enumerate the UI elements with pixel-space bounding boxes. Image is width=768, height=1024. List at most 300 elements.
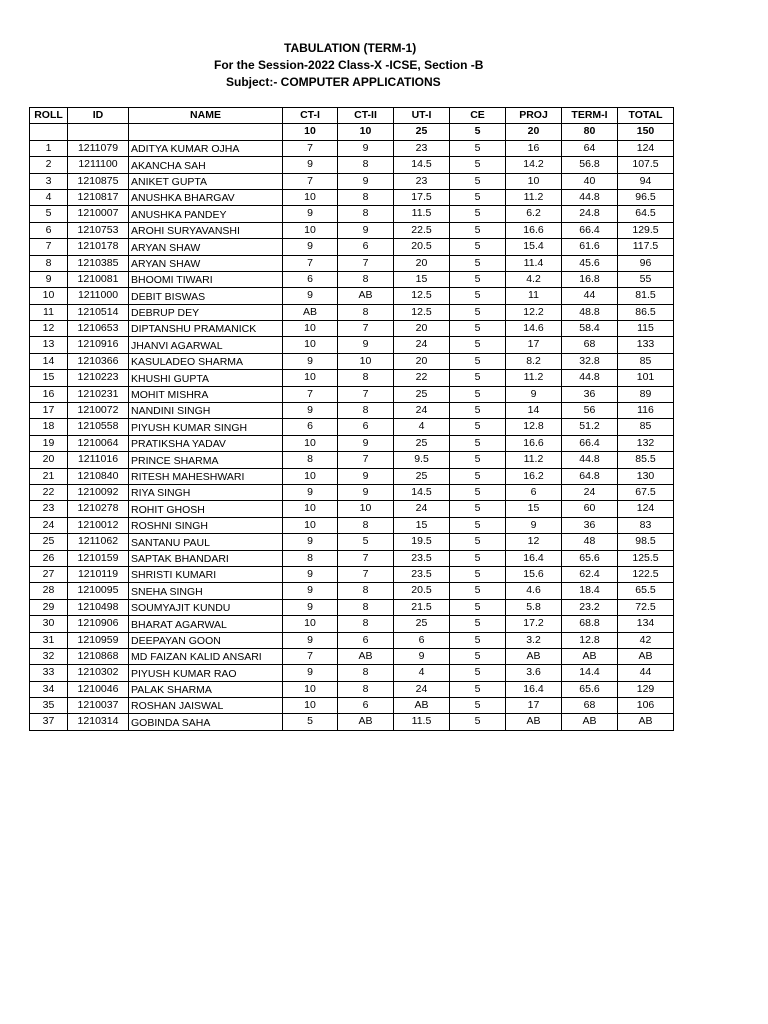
proj-cell: 9 <box>506 517 562 533</box>
term1-cell: 14.4 <box>562 665 618 681</box>
term1-cell: 66.4 <box>562 435 618 451</box>
roll-cell: 12 <box>30 321 68 337</box>
table-row <box>30 550 674 566</box>
ce-cell: 5 <box>450 157 506 173</box>
ct2-cell: 7 <box>338 452 394 468</box>
ct1-cell: 9 <box>283 534 338 550</box>
ct2-cell: 8 <box>338 665 394 681</box>
table-row <box>30 599 674 615</box>
name-cell: NANDINI SINGH <box>129 403 283 419</box>
id-cell: 1210840 <box>68 468 129 484</box>
proj-cell: 15.6 <box>506 566 562 582</box>
ct2-cell: 8 <box>338 403 394 419</box>
name-cell: KASULADEO SHARMA <box>129 353 283 369</box>
ct2-cell: 9 <box>338 337 394 353</box>
ct1-cell: 10 <box>283 468 338 484</box>
name-cell: ANIKET GUPTA <box>129 173 283 189</box>
roll-cell: 4 <box>30 189 68 205</box>
ce-cell: 5 <box>450 681 506 697</box>
table-row <box>30 714 674 730</box>
id-cell: 1210558 <box>68 419 129 435</box>
proj-cell: 11.2 <box>506 370 562 386</box>
max-cell: 25 <box>394 124 450 140</box>
ce-cell: 5 <box>450 616 506 632</box>
proj-cell: 16.4 <box>506 550 562 566</box>
ut1-cell: 11.5 <box>394 206 450 222</box>
roll-cell: 20 <box>30 452 68 468</box>
roll-cell: 33 <box>30 665 68 681</box>
table-row <box>30 517 674 533</box>
term1-cell: 44.8 <box>562 370 618 386</box>
ct1-cell: 9 <box>283 206 338 222</box>
name-cell: PRATIKSHA YADAV <box>129 435 283 451</box>
ct1-cell: 5 <box>283 714 338 730</box>
ct2-cell: 9 <box>338 484 394 500</box>
max-cell: 20 <box>506 124 562 140</box>
term1-cell: 45.6 <box>562 255 618 271</box>
ce-cell: 5 <box>450 452 506 468</box>
ce-cell: 5 <box>450 698 506 714</box>
term1-cell: 51.2 <box>562 419 618 435</box>
id-cell: 1210037 <box>68 698 129 714</box>
table-row <box>30 501 674 517</box>
id-cell: 1210653 <box>68 321 129 337</box>
total-cell: 133 <box>618 337 674 353</box>
term1-cell: 36 <box>562 386 618 402</box>
term1-cell: 68 <box>562 698 618 714</box>
ct2-cell: 9 <box>338 173 394 189</box>
total-cell: 83 <box>618 517 674 533</box>
roll-cell: 19 <box>30 435 68 451</box>
ce-cell: 5 <box>450 222 506 238</box>
name-cell: KHUSHI GUPTA <box>129 370 283 386</box>
id-cell: 1210868 <box>68 648 129 664</box>
ut1-cell: 4 <box>394 419 450 435</box>
student-rows <box>30 140 674 730</box>
ct1-cell: 9 <box>283 599 338 615</box>
ce-cell: 5 <box>450 321 506 337</box>
table-row <box>30 288 674 304</box>
table-row <box>30 206 674 222</box>
proj-cell: 3.2 <box>506 632 562 648</box>
id-cell: 1210916 <box>68 337 129 353</box>
ut1-cell: 14.5 <box>394 157 450 173</box>
ut1-cell: 23 <box>394 140 450 156</box>
id-cell: 1210092 <box>68 484 129 500</box>
proj-cell: 17 <box>506 337 562 353</box>
total-cell: AB <box>618 714 674 730</box>
term1-cell: 24.8 <box>562 206 618 222</box>
ut1-cell: 20 <box>394 321 450 337</box>
max-marks-row <box>30 124 674 140</box>
total-cell: 85 <box>618 353 674 369</box>
total-cell: 96.5 <box>618 189 674 205</box>
term1-cell: 64.8 <box>562 468 618 484</box>
proj-cell: 17.2 <box>506 616 562 632</box>
ut1-cell: 20.5 <box>394 583 450 599</box>
ce-cell: 5 <box>450 206 506 222</box>
col-roll: ROLL <box>30 108 68 124</box>
table-row <box>30 665 674 681</box>
roll-cell: 2 <box>30 157 68 173</box>
max-cell <box>30 124 68 140</box>
ut1-cell: 15 <box>394 517 450 533</box>
ut1-cell: 17.5 <box>394 189 450 205</box>
subject-line: Subject:- COMPUTER APPLICATIONS <box>226 75 441 89</box>
ct1-cell: 10 <box>283 337 338 353</box>
total-cell: 106 <box>618 698 674 714</box>
table-row <box>30 337 674 353</box>
ct2-cell: 8 <box>338 157 394 173</box>
ce-cell: 5 <box>450 648 506 664</box>
ct2-cell: AB <box>338 648 394 664</box>
term1-cell: 40 <box>562 173 618 189</box>
id-cell: 1211000 <box>68 288 129 304</box>
ce-cell: 5 <box>450 239 506 255</box>
ut1-cell: 22 <box>394 370 450 386</box>
roll-cell: 1 <box>30 140 68 156</box>
id-cell: 1211100 <box>68 157 129 173</box>
total-cell: 116 <box>618 403 674 419</box>
ct2-cell: 9 <box>338 435 394 451</box>
ut1-cell: 19.5 <box>394 534 450 550</box>
ce-cell: 5 <box>450 288 506 304</box>
name-cell: DEEPAYAN GOON <box>129 632 283 648</box>
term1-cell: 44.8 <box>562 452 618 468</box>
name-cell: DEBIT BISWAS <box>129 288 283 304</box>
name-cell: JHANVI AGARWAL <box>129 337 283 353</box>
document-title: TABULATION (TERM-1) <box>284 41 417 55</box>
column-header-row <box>30 108 674 124</box>
name-cell: ANUSHKA PANDEY <box>129 206 283 222</box>
ct1-cell: 7 <box>283 648 338 664</box>
ct2-cell: 10 <box>338 501 394 517</box>
col-ct1: CT-I <box>283 108 338 124</box>
id-cell: 1210081 <box>68 271 129 287</box>
col-id: ID <box>68 108 129 124</box>
total-cell: 132 <box>618 435 674 451</box>
ct1-cell: 9 <box>283 632 338 648</box>
term1-cell: 36 <box>562 517 618 533</box>
name-cell: MD FAIZAN KALID ANSARI <box>129 648 283 664</box>
ct2-cell: 6 <box>338 632 394 648</box>
table-row <box>30 304 674 320</box>
id-cell: 1211062 <box>68 534 129 550</box>
col-ct2: CT-II <box>338 108 394 124</box>
roll-cell: 23 <box>30 501 68 517</box>
roll-cell: 15 <box>30 370 68 386</box>
total-cell: 107.5 <box>618 157 674 173</box>
term1-cell: 68.8 <box>562 616 618 632</box>
ce-cell: 5 <box>450 566 506 582</box>
roll-cell: 6 <box>30 222 68 238</box>
max-cell: 10 <box>338 124 394 140</box>
ct1-cell: 9 <box>283 566 338 582</box>
term1-cell: 61.6 <box>562 239 618 255</box>
roll-cell: 8 <box>30 255 68 271</box>
id-cell: 1210498 <box>68 599 129 615</box>
id-cell: 1210302 <box>68 665 129 681</box>
ct1-cell: 10 <box>283 435 338 451</box>
total-cell: 81.5 <box>618 288 674 304</box>
ct1-cell: 10 <box>283 370 338 386</box>
max-cell: 5 <box>450 124 506 140</box>
ut1-cell: 20 <box>394 255 450 271</box>
proj-cell: 17 <box>506 698 562 714</box>
total-cell: 129 <box>618 681 674 697</box>
table-row <box>30 271 674 287</box>
term1-cell: 56.8 <box>562 157 618 173</box>
table-row <box>30 484 674 500</box>
ct2-cell: AB <box>338 714 394 730</box>
name-cell: AROHI SURYAVANSHI <box>129 222 283 238</box>
term1-cell: AB <box>562 648 618 664</box>
total-cell: 65.5 <box>618 583 674 599</box>
name-cell: AKANCHA SAH <box>129 157 283 173</box>
id-cell: 1210385 <box>68 255 129 271</box>
roll-cell: 3 <box>30 173 68 189</box>
roll-cell: 26 <box>30 550 68 566</box>
roll-cell: 30 <box>30 616 68 632</box>
proj-cell: 16.6 <box>506 222 562 238</box>
id-cell: 1211079 <box>68 140 129 156</box>
proj-cell: 14 <box>506 403 562 419</box>
ut1-cell: 22.5 <box>394 222 450 238</box>
name-cell: BHOOMI TIWARI <box>129 271 283 287</box>
term1-cell: 23.2 <box>562 599 618 615</box>
total-cell: 124 <box>618 501 674 517</box>
ct2-cell: 8 <box>338 517 394 533</box>
ct2-cell: 7 <box>338 321 394 337</box>
ce-cell: 5 <box>450 583 506 599</box>
max-cell <box>68 124 129 140</box>
ce-cell: 5 <box>450 517 506 533</box>
id-cell: 1210817 <box>68 189 129 205</box>
ce-cell: 5 <box>450 386 506 402</box>
ut1-cell: AB <box>394 698 450 714</box>
term1-cell: 60 <box>562 501 618 517</box>
ce-cell: 5 <box>450 173 506 189</box>
roll-cell: 17 <box>30 403 68 419</box>
ce-cell: 5 <box>450 140 506 156</box>
ct2-cell: 5 <box>338 534 394 550</box>
ut1-cell: 24 <box>394 681 450 697</box>
table-row <box>30 157 674 173</box>
ct2-cell: 7 <box>338 386 394 402</box>
name-cell: ROSHAN JAISWAL <box>129 698 283 714</box>
ut1-cell: 12.5 <box>394 304 450 320</box>
ct2-cell: 6 <box>338 239 394 255</box>
ct1-cell: 9 <box>283 484 338 500</box>
total-cell: AB <box>618 648 674 664</box>
id-cell: 1210095 <box>68 583 129 599</box>
roll-cell: 35 <box>30 698 68 714</box>
name-cell: RITESH MAHESHWARI <box>129 468 283 484</box>
name-cell: SOUMYAJIT KUNDU <box>129 599 283 615</box>
proj-cell: 11.2 <box>506 189 562 205</box>
ut1-cell: 11.5 <box>394 714 450 730</box>
ct2-cell: 6 <box>338 698 394 714</box>
total-cell: 122.5 <box>618 566 674 582</box>
proj-cell: 14.6 <box>506 321 562 337</box>
name-cell: PRINCE SHARMA <box>129 452 283 468</box>
proj-cell: 3.6 <box>506 665 562 681</box>
ct1-cell: AB <box>283 304 338 320</box>
roll-cell: 24 <box>30 517 68 533</box>
proj-cell: 11.2 <box>506 452 562 468</box>
total-cell: 98.5 <box>618 534 674 550</box>
ct1-cell: 7 <box>283 386 338 402</box>
total-cell: 64.5 <box>618 206 674 222</box>
proj-cell: 15.4 <box>506 239 562 255</box>
name-cell: DIPTANSHU PRAMANICK <box>129 321 283 337</box>
ce-cell: 5 <box>450 714 506 730</box>
id-cell: 1210366 <box>68 353 129 369</box>
ut1-cell: 25 <box>394 386 450 402</box>
ce-cell: 5 <box>450 599 506 615</box>
ut1-cell: 24 <box>394 337 450 353</box>
ce-cell: 5 <box>450 255 506 271</box>
total-cell: 85 <box>618 419 674 435</box>
id-cell: 1210278 <box>68 501 129 517</box>
ct2-cell: 8 <box>338 271 394 287</box>
name-cell: BHARAT AGARWAL <box>129 616 283 632</box>
term1-cell: 65.6 <box>562 681 618 697</box>
table-row <box>30 616 674 632</box>
proj-cell: 5.8 <box>506 599 562 615</box>
ct1-cell: 10 <box>283 189 338 205</box>
col-ce: CE <box>450 108 506 124</box>
roll-cell: 31 <box>30 632 68 648</box>
id-cell: 1210159 <box>68 550 129 566</box>
ce-cell: 5 <box>450 534 506 550</box>
term1-cell: 65.6 <box>562 550 618 566</box>
table-row <box>30 189 674 205</box>
roll-cell: 5 <box>30 206 68 222</box>
total-cell: 42 <box>618 632 674 648</box>
max-cell: 80 <box>562 124 618 140</box>
ut1-cell: 20 <box>394 353 450 369</box>
ct1-cell: 10 <box>283 222 338 238</box>
ce-cell: 5 <box>450 403 506 419</box>
term1-cell: 48 <box>562 534 618 550</box>
ct1-cell: 10 <box>283 517 338 533</box>
ut1-cell: 15 <box>394 271 450 287</box>
name-cell: DEBRUP DEY <box>129 304 283 320</box>
id-cell: 1211016 <box>68 452 129 468</box>
total-cell: 94 <box>618 173 674 189</box>
ut1-cell: 14.5 <box>394 484 450 500</box>
table-row <box>30 173 674 189</box>
total-cell: 89 <box>618 386 674 402</box>
ct2-cell: AB <box>338 288 394 304</box>
proj-cell: 16.4 <box>506 681 562 697</box>
table-row <box>30 435 674 451</box>
col-total: TOTAL <box>618 108 674 124</box>
col-term1: TERM-I <box>562 108 618 124</box>
ct2-cell: 6 <box>338 419 394 435</box>
table-row <box>30 255 674 271</box>
ct2-cell: 9 <box>338 468 394 484</box>
ct1-cell: 7 <box>283 173 338 189</box>
total-cell: 124 <box>618 140 674 156</box>
name-cell: ANUSHKA BHARGAV <box>129 189 283 205</box>
term1-cell: 58.4 <box>562 321 618 337</box>
ut1-cell: 23.5 <box>394 550 450 566</box>
id-cell: 1210072 <box>68 403 129 419</box>
table-row <box>30 583 674 599</box>
roll-cell: 25 <box>30 534 68 550</box>
col-name: NAME <box>129 108 283 124</box>
table-row <box>30 403 674 419</box>
table-row <box>30 468 674 484</box>
max-cell: 10 <box>283 124 338 140</box>
roll-cell: 14 <box>30 353 68 369</box>
roll-cell: 16 <box>30 386 68 402</box>
table-row <box>30 370 674 386</box>
name-cell: SHRISTI KUMARI <box>129 566 283 582</box>
ce-cell: 5 <box>450 370 506 386</box>
term1-cell: 44 <box>562 288 618 304</box>
ct2-cell: 8 <box>338 189 394 205</box>
session-line: For the Session-2022 Class-X -ICSE, Section -B <box>214 58 484 72</box>
name-cell: PIYUSH KUMAR SINGH <box>129 419 283 435</box>
id-cell: 1210753 <box>68 222 129 238</box>
table-row <box>30 222 674 238</box>
term1-cell: 62.4 <box>562 566 618 582</box>
ce-cell: 5 <box>450 435 506 451</box>
ce-cell: 5 <box>450 632 506 648</box>
proj-cell: 12.8 <box>506 419 562 435</box>
ce-cell: 5 <box>450 271 506 287</box>
ct1-cell: 7 <box>283 140 338 156</box>
id-cell: 1210514 <box>68 304 129 320</box>
ct1-cell: 6 <box>283 419 338 435</box>
ut1-cell: 21.5 <box>394 599 450 615</box>
id-cell: 1210314 <box>68 714 129 730</box>
name-cell: ROSHNI SINGH <box>129 517 283 533</box>
roll-cell: 11 <box>30 304 68 320</box>
roll-cell: 27 <box>30 566 68 582</box>
roll-cell: 34 <box>30 681 68 697</box>
ct2-cell: 8 <box>338 206 394 222</box>
table-row <box>30 239 674 255</box>
total-cell: 117.5 <box>618 239 674 255</box>
table-row <box>30 566 674 582</box>
id-cell: 1210959 <box>68 632 129 648</box>
proj-cell: 4.2 <box>506 271 562 287</box>
ct1-cell: 10 <box>283 321 338 337</box>
ct1-cell: 9 <box>283 288 338 304</box>
table-row <box>30 698 674 714</box>
proj-cell: AB <box>506 648 562 664</box>
total-cell: 115 <box>618 321 674 337</box>
id-cell: 1210119 <box>68 566 129 582</box>
col-proj: PROJ <box>506 108 562 124</box>
total-cell: 134 <box>618 616 674 632</box>
ct2-cell: 7 <box>338 566 394 582</box>
roll-cell: 21 <box>30 468 68 484</box>
total-cell: 55 <box>618 271 674 287</box>
table-row <box>30 353 674 369</box>
ce-cell: 5 <box>450 189 506 205</box>
ce-cell: 5 <box>450 468 506 484</box>
ce-cell: 5 <box>450 304 506 320</box>
id-cell: 1210223 <box>68 370 129 386</box>
total-cell: 44 <box>618 665 674 681</box>
term1-cell: 24 <box>562 484 618 500</box>
roll-cell: 13 <box>30 337 68 353</box>
